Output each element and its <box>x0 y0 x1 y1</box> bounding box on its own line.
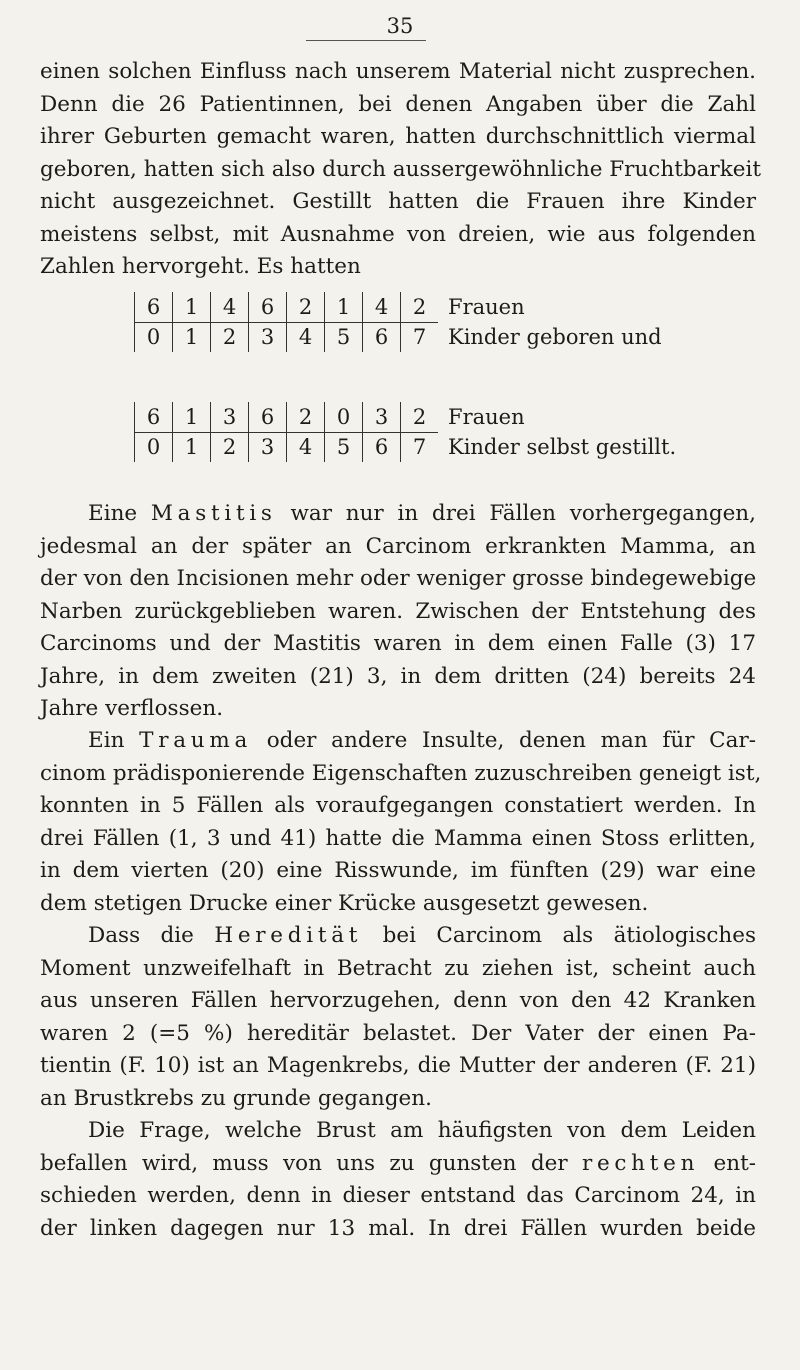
table-row-label: Frauen <box>448 295 525 319</box>
text-line: konnten in 5 Fällen als voraufgegangen constatiert werden. In <box>40 793 756 818</box>
paragraph-mastitis <box>40 498 756 726</box>
table-row-label: Kinder selbst gestillt. <box>448 435 677 459</box>
text-line <box>40 498 756 531</box>
table-row-women <box>134 292 662 322</box>
emphasized-term: Mastitis <box>150 501 277 526</box>
text-line: drei Fällen (1, 3 und 41) hatte die Mamma einen Stoss erlitten, <box>40 825 756 851</box>
table-cell: 1 <box>172 402 210 432</box>
table-cell: 6 <box>134 292 172 322</box>
text-line: aus unseren Fällen hervorzugehen, denn von den 42 Kranken <box>40 988 756 1013</box>
nursing-table <box>134 402 676 462</box>
text-line: schieden werden, denn in dieser entstand das Carcinom 24, in <box>40 1183 756 1208</box>
text-line <box>40 920 756 953</box>
text-line: cinom prädisponierende Eigenschaften zuzuschreiben geneigt ist, <box>40 760 762 786</box>
text-line: geboren, hatten sich also durch aussergewöhnliche Fruchtbarkeit <box>40 156 761 182</box>
table-cell: 6 <box>362 322 400 352</box>
table-row-label: Frauen <box>448 405 525 429</box>
emphasized-term: rechten <box>581 1150 700 1176</box>
text-line: Moment unzweifelhaft in Betracht zu ziehen ist, scheint auch <box>40 955 756 981</box>
table-row-label: Kinder geboren und <box>448 325 662 349</box>
table-cell: 1 <box>172 432 210 462</box>
table-cell: 4 <box>210 292 248 322</box>
text-line: Zahlen hervorgeht. Es hatten <box>40 254 361 279</box>
text-span: befallen wird, muss von uns zu gunsten der <box>40 1150 568 1176</box>
table-cell: 6 <box>362 432 400 462</box>
paragraph-trauma <box>40 725 762 920</box>
table-cell: 7 <box>400 322 438 352</box>
text-line: an Brustkrebs zu grunde gegangen. <box>40 1085 432 1111</box>
table-cell: 3 <box>248 322 286 352</box>
paragraph-heredity <box>40 920 756 1115</box>
text-line: Denn die 26 Patientinnen, bei denen Angaben über die Zahl <box>40 91 756 117</box>
text-line: tientin (F. 10) ist an Magenkrebs, die Mutter der anderen (F. 21) <box>40 1053 756 1078</box>
table-row-children <box>134 322 662 352</box>
text-span: Ein <box>88 728 125 753</box>
header-rule <box>306 40 426 41</box>
text-line: ihrer Geburten gemacht waren, hatten durchschnittlich viermal <box>40 124 756 149</box>
text-line: Jahre, in dem zweiten (21) 3, in dem dritten (24) bereits 24 <box>40 663 756 689</box>
text-line: nicht ausgezeichnet. Gestillt hatten die Frauen ihre Kinder <box>40 189 756 214</box>
text-span: ent- <box>713 1150 756 1176</box>
table-cell: 4 <box>286 432 324 462</box>
text-line: der von den Incisionen mehr oder weniger grosse bindegewebige <box>40 566 757 591</box>
text-line: Carcinoms und der Mastitis waren in dem einen Falle (3) 17 <box>40 631 756 656</box>
table-cell: 6 <box>248 292 286 322</box>
table-cell: 2 <box>210 322 248 352</box>
table-cell: 0 <box>134 432 172 462</box>
text-line <box>40 1148 756 1181</box>
table-cell: 1 <box>172 292 210 322</box>
table-cell: 5 <box>324 432 362 462</box>
table-cell: 2 <box>210 432 248 462</box>
text-line: Die Frage, welche Brust am häufigsten von dem Leiden <box>88 1118 756 1143</box>
paragraph-1 <box>40 56 761 284</box>
births-table <box>134 292 662 352</box>
text-line: jedesmal an der später an Carcinom erkrankten Mamma, an <box>40 533 756 559</box>
table-cell: 3 <box>362 402 400 432</box>
paragraph-breast-side <box>40 1115 756 1245</box>
text-line: in dem vierten (20) eine Risswunde, im fünften (29) war eine <box>40 858 756 883</box>
table-cell: 7 <box>400 432 438 462</box>
text-span: Eine <box>88 501 138 526</box>
table-row-women <box>134 402 676 432</box>
table-cell: 4 <box>286 322 324 352</box>
table-cell: 0 <box>324 402 362 432</box>
table-cell: 3 <box>248 432 286 462</box>
text-span: war nur in drei Fällen vorhergegangen, <box>290 501 756 526</box>
text-line: einen solchen Einfluss nach unserem Material nicht zusprechen. <box>40 59 756 84</box>
text-line: Narben zurückgeblieben waren. Zwischen der Entstehung des <box>40 598 756 624</box>
table-cell: 5 <box>324 322 362 352</box>
table-cell: 2 <box>400 402 438 432</box>
table-cell: 2 <box>286 402 324 432</box>
table-cell: 4 <box>362 292 400 322</box>
text-line: meistens selbst, mit Ausnahme von dreien, wie aus folgenden <box>40 221 756 247</box>
table-cell: 0 <box>134 322 172 352</box>
table-cell: 6 <box>134 402 172 432</box>
text-span: bei Carcinom als ätiologisches <box>382 923 757 948</box>
table-cell: 1 <box>324 292 362 322</box>
text-span: Dass die <box>88 923 194 948</box>
text-line: dem stetigen Drucke einer Krücke ausgesetzt gewesen. <box>40 890 649 916</box>
text-span: oder andere Insulte, denen man für Car- <box>266 728 756 753</box>
table-cell: 3 <box>210 402 248 432</box>
text-line: der linken dagegen nur 13 mal. In drei Fällen wurden beide <box>40 1215 756 1241</box>
emphasized-term: Heredität <box>214 923 363 948</box>
text-line: waren 2 (=5 %) hereditär belastet. Der Vater der einen Pa- <box>40 1020 756 1046</box>
emphasized-term: Trauma <box>139 728 253 753</box>
table-cell: 2 <box>286 292 324 322</box>
table-row-children <box>134 432 676 462</box>
table-cell: 2 <box>400 292 438 322</box>
table-cell: 1 <box>172 322 210 352</box>
text-line <box>40 725 756 758</box>
text-line: Jahre verflossen. <box>40 696 224 721</box>
table-cell: 6 <box>248 402 286 432</box>
page-number: 35 <box>386 14 414 38</box>
